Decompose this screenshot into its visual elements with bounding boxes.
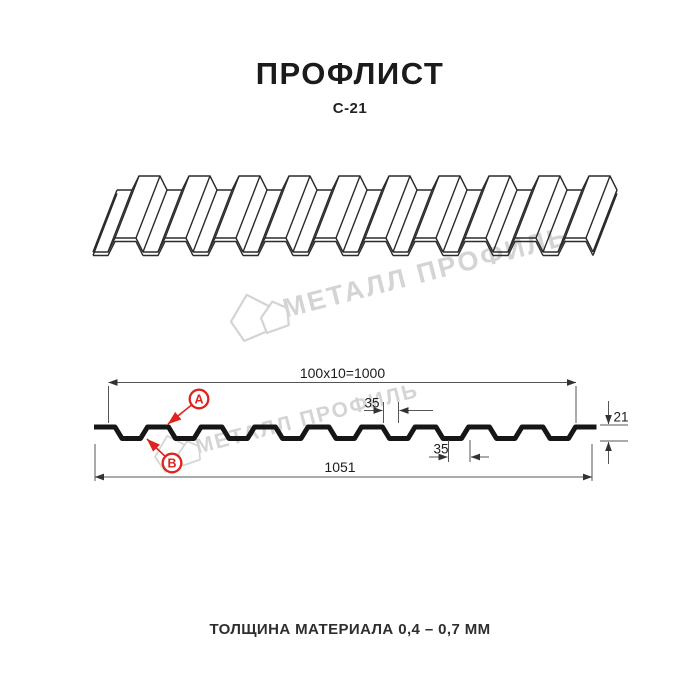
brand-watermark-upper bbox=[225, 213, 573, 343]
sheet-right-cut-edge bbox=[593, 190, 617, 256]
profile-model-label: С-21 bbox=[332, 100, 368, 117]
height-value: 21 bbox=[613, 409, 629, 425]
callout-b-label: В bbox=[167, 456, 177, 471]
callout-a-label: А bbox=[194, 392, 204, 407]
valley-width-value: 35 bbox=[433, 441, 449, 457]
crest-width-value: 35 bbox=[364, 395, 380, 411]
profile-sheet-drawing: МЕТАЛЛ ПРОФИЛЬ 100x10=1000 1051 35 35 21 А В bbox=[0, 0, 700, 700]
useful-width-value: 100x10=1000 bbox=[299, 365, 386, 381]
total-width-value: 1051 bbox=[324, 459, 356, 475]
brand-watermark-lower bbox=[151, 372, 423, 473]
profile-sheet-3d-view bbox=[93, 176, 617, 256]
callout-a bbox=[168, 390, 208, 424]
material-thickness-caption: ТОЛЩИНА МАТЕРИАЛА 0,4 – 0,7 ММ bbox=[209, 621, 491, 638]
page-title: ПРОФЛИСТ bbox=[255, 56, 445, 91]
